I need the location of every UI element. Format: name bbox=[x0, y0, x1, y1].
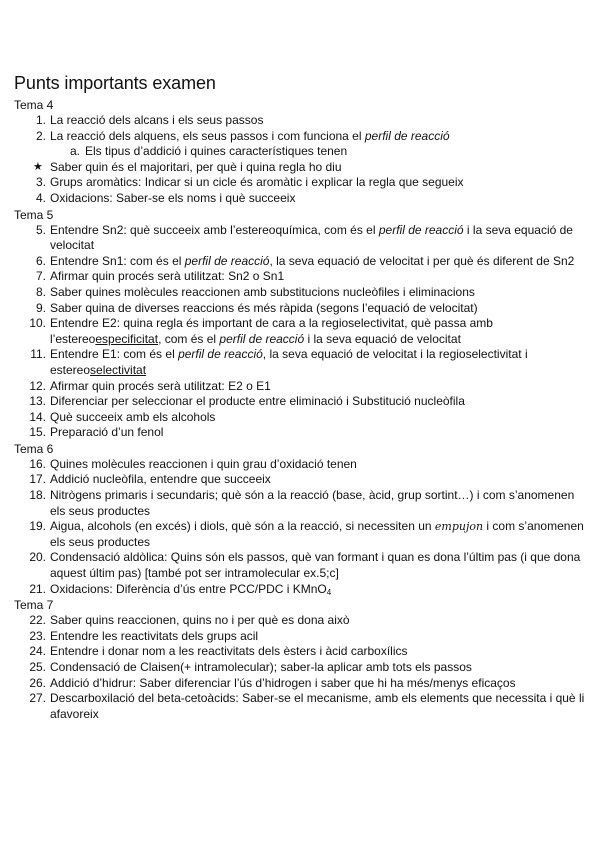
section-heading-tema-5: Tema 5 bbox=[14, 207, 54, 222]
list-item: 17. Addició nucleòfila, entendre que succeeix bbox=[29, 472, 271, 487]
list-item: 21. Oxidacions: Diferència d’ús entre PCC/PDC i KMnO$_4$ bbox=[29, 581, 332, 597]
list-item: 11. Entendre E1: com és el perfil de reacció, la seva equació de velocitat i la regioselectivitat i estereoselectivitat bbox=[30, 347, 528, 377]
list-item: 12. Afirmar quin procés serà utilitzat: E2 o E1 bbox=[29, 378, 271, 393]
section-heading-tema-6: Tema 6 bbox=[14, 441, 54, 456]
list-item: 22. Saber quins reaccionen, quins no i per què es dona això bbox=[29, 613, 350, 628]
list-item: 15. Preparació d’un fenol bbox=[29, 425, 164, 440]
list-tema-5 bbox=[14, 223, 586, 441]
star-bullet-item: ★ Saber quin és el majoritari, per què i quina regla ho diu bbox=[33, 159, 342, 174]
list-item: 16. Quines molècules reaccionen i quin grau d’oxidació tenen bbox=[29, 456, 357, 471]
list-item: 4. Oxidacions: Saber-se els noms i què succeeix bbox=[35, 190, 296, 205]
list-item: 5. Entendre Sn2: què succeeix amb l’estereoquímica, com és el perfil de reacció i la seva equació de velocitat bbox=[35, 222, 573, 253]
list-tema-4 bbox=[14, 113, 586, 207]
section-heading-tema-7: Tema 7 bbox=[14, 598, 54, 613]
list-item: 24. Entendre i donar nom a les reactivitats dels èsters i àcid carboxílics bbox=[29, 644, 408, 659]
page-title: Punts importants examen bbox=[14, 73, 216, 93]
star-icon: ★ bbox=[33, 160, 43, 173]
list-item: 6. Entendre Sn1: com és el perfil de reacció, la seva equació de velocitat i per què és diferent de Sn2 bbox=[35, 253, 575, 268]
list-item: 18. Nitrògens primaris i secundaris; què són a la reacció (base, àcid, grup sortint…) i com s’anomenen els seus productes bbox=[29, 488, 575, 518]
list-item: 27. Descarboxilació del beta-cetoàcids: Saber-se el mecanisme, amb els elements que necessita i què li afavoreix bbox=[29, 691, 585, 721]
list-item: 26. Addició d’hidrur: Saber diferenciar l’ús d’hidrogen i saber que hi ha més/menys eficaços bbox=[29, 675, 516, 690]
list-item: 23. Entendre les reactivitats dels grups acil bbox=[29, 628, 259, 643]
list-item: 2. La reacció dels alquens, els seus passos i com funciona el perfil de reacció bbox=[35, 128, 450, 143]
list-item: 14. Què succeeix amb els alcohols bbox=[29, 409, 216, 424]
section-heading-tema-4: Tema 4 bbox=[14, 98, 54, 112]
sub-list-item: a. Els tipus d’addició i quines característiques tenen bbox=[70, 144, 348, 159]
list-item: 9. Saber quina de diverses reaccions és més ràpida (segons l’equació de velocitat) bbox=[35, 300, 478, 315]
list-item: 3. Grups aromàtics: Indicar si un cicle és aromàtic i explicar la regla que segueix bbox=[35, 175, 464, 190]
list-item: 19. Aigua, alcohols (en excés) i diols, què són a la reacció, si necessiten un empujon i com s’anomenen els seus productes bbox=[29, 519, 584, 549]
list-item: 7. Afirmar quin procés serà utilitzat: Sn2 o Sn1 bbox=[35, 269, 285, 284]
list-item: 25. Condensació de Claisen(+ intramolecular); saber-la aplicar amb tots els passos bbox=[29, 660, 472, 674]
list-item: 10. Entendre E2: quina regla és important de cara a la regioselectivitat, què passa amb l’estereoespecificitat, com és el perfil de reacció i la seva equació de velocitat bbox=[29, 316, 493, 346]
document-page bbox=[14, 72, 586, 722]
list-tema-6 bbox=[14, 457, 586, 597]
list-item: 13. Diferenciar per seleccionar el producte entre eliminació i Substitució nucleòfila bbox=[29, 394, 465, 409]
list-tema-7 bbox=[14, 613, 586, 722]
list-item: 8. Saber quines molècules reaccionen amb substitucions nucleòfiles i eliminacions bbox=[35, 284, 475, 299]
list-item: 1. La reacció dels alcans i els seus passos bbox=[35, 113, 264, 127]
list-item: 20. Condensació aldòlica: Quins són els passos, què van formant i quan es dona l’últim pas (i que dona aquest últim pas) [també pot ser intramolecular ex.5;c] bbox=[29, 550, 581, 581]
